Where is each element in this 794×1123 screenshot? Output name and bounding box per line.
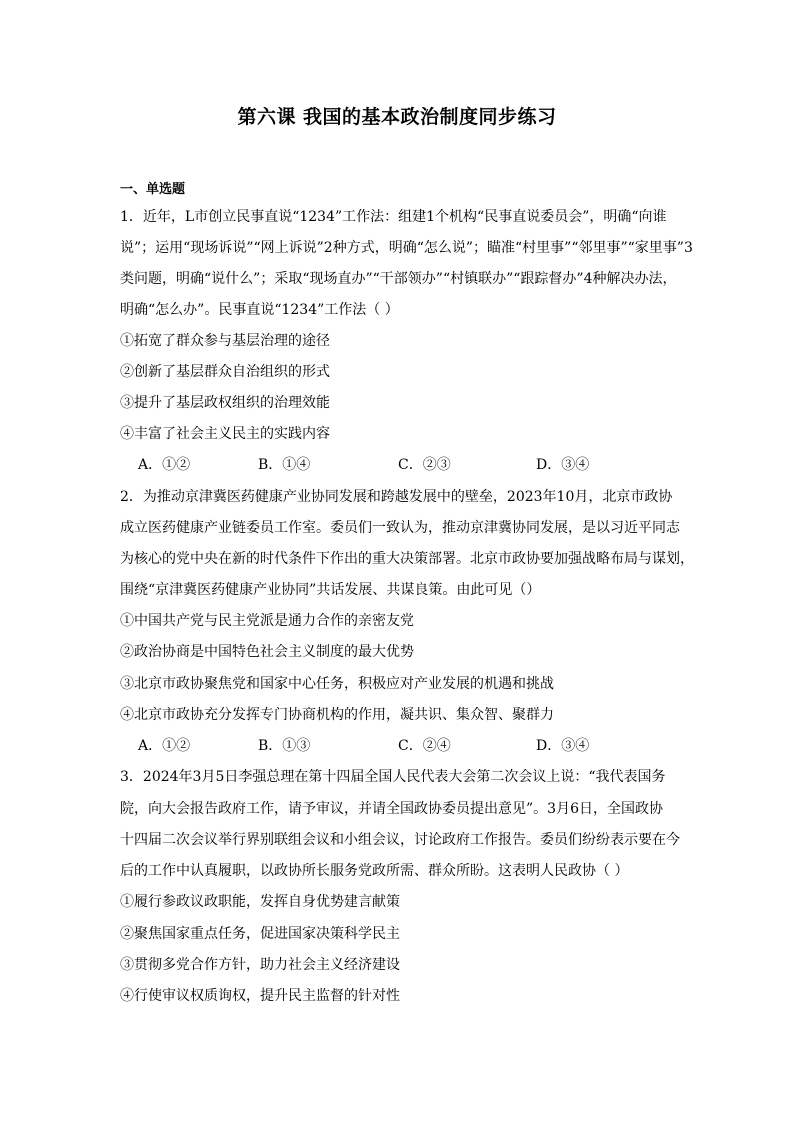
question-2-statement-2: ②政治协商是中国特色社会主义制度的最大优势 <box>120 644 414 660</box>
question-1-line-4: 明确“怎么办”。民事直说“1234”工作法（ ） <box>120 302 399 318</box>
choice-a: A．①② <box>138 738 191 754</box>
question-2-choices <box>138 735 658 757</box>
question-1-statement-1: ①拓宽了群众参与基层治理的途径 <box>120 333 330 349</box>
question-1-statement-3: ③提升了基层政权组织的治理效能 <box>120 395 330 411</box>
question-3-line-3: 十四届二次会议举行界别联组会议和小组会议，讨论政府工作报告。委员们纷纷表示要在今 <box>120 832 680 848</box>
choice-b: B．①③ <box>258 738 311 754</box>
question-1-statement-2: ②创新了基层群众自治组织的形式 <box>120 364 330 380</box>
choice-c: C．②④ <box>398 738 451 754</box>
question-1-choices <box>138 454 658 476</box>
question-2-line-4: 围绕“京津冀医药健康产业协同”共话发展、共谋良策。由此可见（） <box>120 582 541 598</box>
question-3-line-1: 3．2024年3月5日李强总理在第十四届全国人民代表大会第二次会议上说：“我代表国务 <box>120 769 666 785</box>
question-1-line-1: 1．近年，L市创立民事直说“1234”工作法：组建1个机构“民事直说委员会”，明确“向谁 <box>120 209 667 225</box>
choice-d: D．③④ <box>536 457 590 473</box>
choice-c: C．②③ <box>398 457 451 473</box>
question-1-line-2: 说”；运用“现场诉说”“网上诉说”2种方式，明确“怎么说”；瞄准“村里事”“邻里事”“家里事”3 <box>120 240 693 256</box>
question-3-line-4: 后的工作中认真履职，以政协所长服务党政所需、群众所盼。这表明人民政协（ ） <box>120 863 629 879</box>
question-1-statement-4: ④丰富了社会主义民主的实践内容 <box>120 426 330 442</box>
question-3-line-2: 院，向大会报告政府工作，请予审议，并请全国政协委员提出意见”。3月6日，全国政协 <box>120 801 663 817</box>
question-2-statement-4: ④北京市政协充分发挥专门协商机构的作用，凝共识、集众智、聚群力 <box>120 707 554 723</box>
question-2-statement-1: ①中国共产党与民主党派是通力合作的亲密友党 <box>120 613 414 629</box>
section-heading: 一、单选题 <box>120 182 186 197</box>
page-title: 第六课 我国的基本政治制度同步练习 <box>237 106 557 128</box>
choice-b: B．①④ <box>258 457 311 473</box>
question-3-statement-3: ③贯彻多党合作方针，助力社会主义经济建设 <box>120 957 400 973</box>
choice-a: A．①② <box>138 457 191 473</box>
question-3-statement-1: ①履行参政议政职能，发挥自身优势建言献策 <box>120 894 400 910</box>
question-2-statement-3: ③北京市政协聚焦党和国家中心任务，积极应对产业发展的机遇和挑战 <box>120 676 554 692</box>
question-2-line-2: 成立医药健康产业链委员工作室。委员们一致认为，推动京津冀协同发展，是以习近平同志 <box>120 520 680 536</box>
question-3-statement-4: ④行使审议权质询权，提升民主监督的针对性 <box>120 988 400 1004</box>
question-1-line-3: 类问题，明确“说什么”；采取“现场直办”“干部领办”“村镇联办”“跟踪督办”4种解决办法， <box>120 271 677 287</box>
question-3-statement-2: ②聚焦国家重点任务，促进国家决策科学民主 <box>120 926 400 942</box>
choice-d: D．③④ <box>536 738 590 754</box>
question-2-line-3: 为核心的党中央在新的时代条件下作出的重大决策部署。北京市政协要加强战略布局与谋划， <box>120 551 694 567</box>
question-2-line-1: 2．为推动京津冀医药健康产业协同发展和跨越发展中的壁垒，2023年10月，北京市政协 <box>120 489 673 505</box>
